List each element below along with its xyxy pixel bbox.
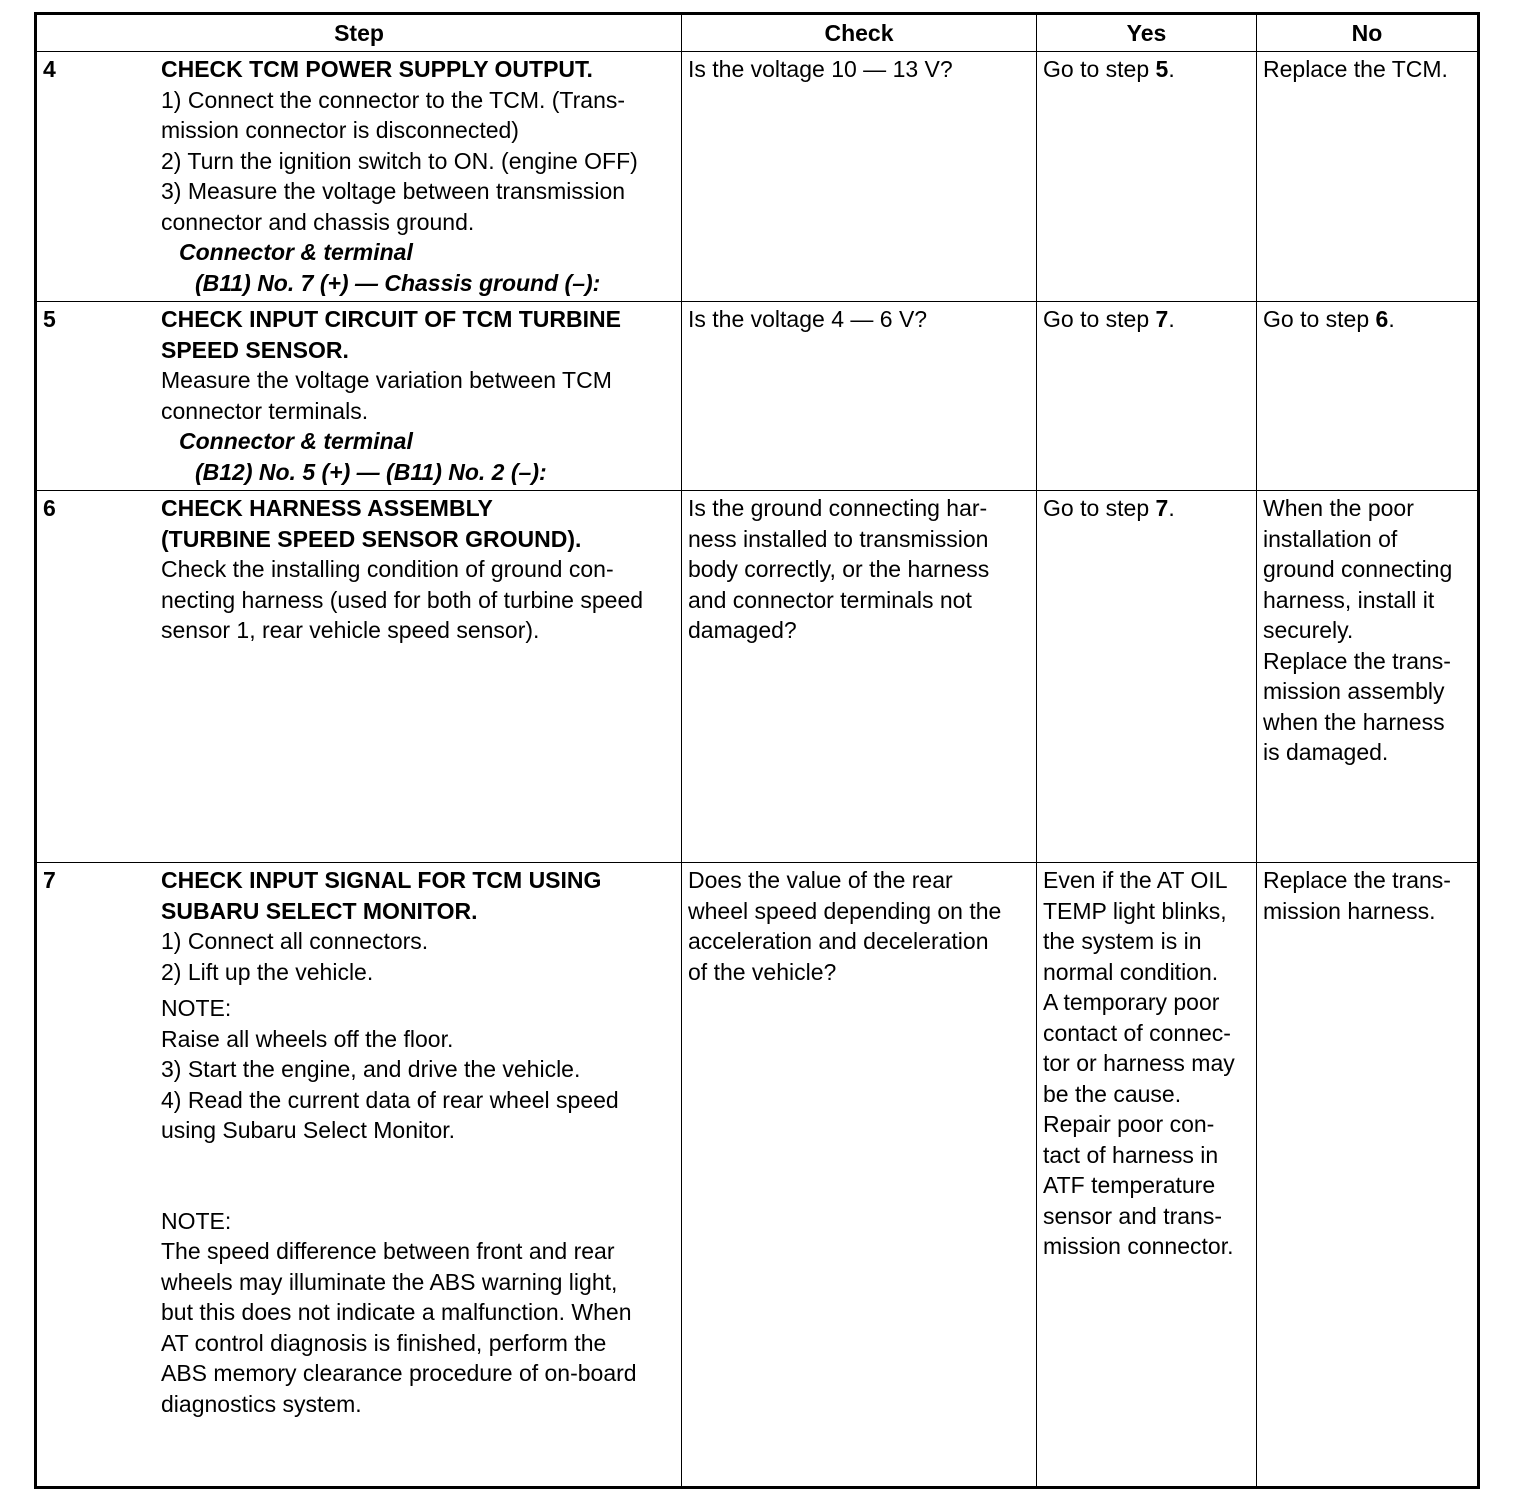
connector-terminal-label: Connector & terminal	[179, 239, 413, 265]
table-row-step-5	[36, 302, 1479, 491]
check-cell: Is the voltage 10 — 13 V?	[682, 52, 1037, 302]
step-cell	[36, 863, 682, 1488]
step-number: 6	[43, 495, 56, 521]
no-cell: Replace the TCM.	[1257, 52, 1479, 302]
step-reference: 6	[1375, 306, 1389, 332]
check-cell: Is the voltage 4 — 6 V?	[682, 302, 1037, 491]
step-number: 7	[43, 867, 56, 893]
step-reference: 7	[1155, 495, 1169, 521]
yes-cell: Go to step 7.	[1037, 302, 1257, 491]
connector-terminal-spec: (B11) No. 7 (+) — Chassis ground (–):	[195, 269, 601, 296]
step-title: CHECK HARNESS ASSEMBLY (TURBINE SPEED SENSOR GROUND).	[161, 495, 582, 552]
step-cell	[36, 52, 682, 302]
step-reference: 7	[1155, 306, 1169, 332]
step-instructions: Check the installing condition of ground con- necting harness (used for both of turbine speed sensor 1, rear vehicle speed sensor).	[161, 556, 644, 643]
step-number: 4	[43, 56, 56, 82]
step-instructions: 1) Connect the connector to the TCM. (Trans- mission connector is disconnected) 2) Turn the ignition switch to ON. (engine OFF) 3) Measure the voltage between transmission connector and chassis ground.	[161, 86, 638, 235]
step-title: CHECK INPUT SIGNAL FOR TCM USING SUBARU SELECT MONITOR.	[161, 867, 602, 924]
step-cell	[36, 302, 682, 491]
table-row-step-6	[36, 491, 1479, 863]
step-instructions: Measure the voltage variation between TCM connector terminals.	[161, 367, 612, 424]
header-no: No	[1257, 14, 1479, 52]
table-row-step-4	[36, 52, 1479, 302]
step-instructions: 1) Connect all connectors. 2) Lift up the vehicle.	[161, 928, 429, 985]
no-cell: Replace the trans- mission harness.	[1257, 863, 1479, 1488]
note-text: The speed difference between front and rear wheels may illuminate the ABS warning light, but this does not indicate a malfunction. When AT control diagnosis is finished, perform the ABS memory clearance procedure of on-board diagnostics system.	[161, 1238, 637, 1417]
yes-cell: Go to step 7.	[1037, 491, 1257, 863]
note-label: NOTE:	[161, 995, 232, 1021]
header-step: Step	[36, 14, 682, 52]
step-reference: 5	[1155, 56, 1169, 82]
connector-terminal-label: Connector & terminal	[179, 428, 413, 454]
header-yes: Yes	[1037, 14, 1257, 52]
step-instructions-continued: Raise all wheels off the floor. 3) Start the engine, and drive the vehicle. 4) Read the current data of rear wheel speed using Subaru Select Monitor.	[161, 1025, 619, 1143]
step-number: 5	[43, 306, 56, 332]
diagnostic-table	[34, 12, 1480, 1489]
yes-cell: Go to step 5.	[1037, 52, 1257, 302]
step-title: CHECK TCM POWER SUPPLY OUTPUT.	[161, 56, 593, 82]
check-cell: Is the ground connecting har- ness installed to transmission body correctly, or the harness and connector terminals not damaged?	[682, 491, 1037, 863]
step-title: CHECK INPUT CIRCUIT OF TCM TURBINE SPEED SENSOR.	[161, 306, 621, 363]
connector-terminal-spec: (B12) No. 5 (+) — (B11) No. 2 (–):	[195, 458, 547, 485]
note-label: NOTE:	[161, 1207, 232, 1234]
step-cell	[36, 491, 682, 863]
table-row-step-7	[36, 863, 1479, 1488]
header-check: Check	[682, 14, 1037, 52]
no-cell: Go to step 6.	[1257, 302, 1479, 491]
check-cell: Does the value of the rear wheel speed depending on the acceleration and deceleration of the vehicle?	[682, 863, 1037, 1488]
no-cell: When the poor installation of ground connecting harness, install it securely. Replace the trans- mission assembly when the harness is damaged.	[1257, 491, 1479, 863]
header-row	[36, 14, 1479, 52]
yes-cell: Even if the AT OIL TEMP light blinks, the system is in normal condition. A temporary poor contact of connec- tor or harness may be the cause. Repair poor con- tact of harness in ATF temperature sensor and trans- mission connector.	[1037, 863, 1257, 1488]
